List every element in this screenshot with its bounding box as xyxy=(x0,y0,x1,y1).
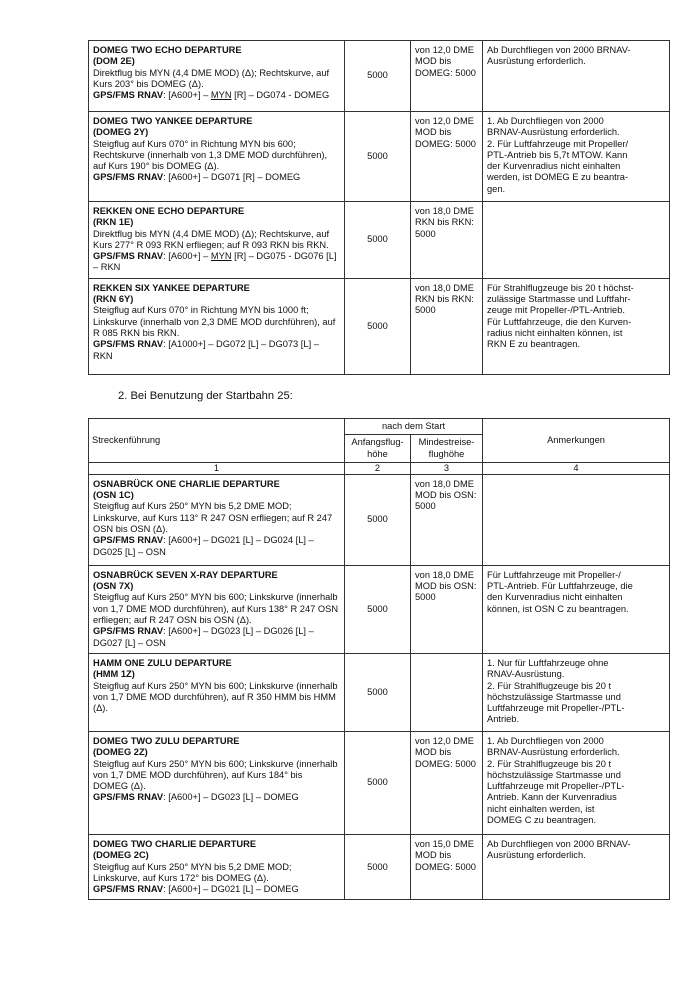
procedure-title: HAMM ONE ZULU DEPARTURE xyxy=(93,657,232,668)
rnav-text-post: [R] – DG074 - DOMEG xyxy=(231,90,330,101)
procedure-code: (RKN 1E) xyxy=(93,217,134,228)
col-number: 2 xyxy=(345,462,411,474)
procedure-title: DOMEG TWO ECHO DEPARTURE xyxy=(93,45,242,55)
remarks: 1. Ab Durchfliegen von 2000 BRNAV-Ausrüstung erforderlich. 2. Für Strahlflugzeuge bis 20 t höchstzulässige Startmasse und Luftfahrzeuge mit Propeller-/PTL- Antrieb. Kann der Kurvenradius nicht einhalten werden, ist DOMEG C zu beantragen. xyxy=(483,731,670,834)
min-altitude: von 12,0 DME MOD bis DOMEG: 5000 xyxy=(411,731,483,834)
initial-altitude: 5000 xyxy=(345,278,411,374)
procedure-code: (RKN 6Y) xyxy=(93,294,134,305)
table-row xyxy=(89,565,670,653)
rnav-text: : [A600+] – DG023 [L] – DOMEG xyxy=(163,792,299,803)
procedure-title: OSNABRÜCK ONE CHARLIE DEPARTURE xyxy=(93,478,280,489)
rnav-line xyxy=(93,535,314,556)
initial-altitude: 5000 xyxy=(345,834,411,899)
procedure-code: (DOMEG 2C) xyxy=(93,850,149,861)
rnav-line xyxy=(93,792,299,802)
header-row xyxy=(89,419,670,435)
table-row xyxy=(89,653,670,731)
rnav-line xyxy=(93,884,299,894)
initial-altitude: 5000 xyxy=(345,41,411,112)
rnav-text-post: [R] – DG075 - DG076 [L] – RKN xyxy=(93,251,337,273)
rnav-label: GPS/FMS RNAV xyxy=(93,535,164,546)
min-altitude: von 18,0 DME RKN bis RKN: 5000 xyxy=(411,202,483,279)
procedure-title: OSNABRÜCK SEVEN X-RAY DEPARTURE xyxy=(93,569,278,580)
route-cell xyxy=(89,112,345,202)
procedure-code: (HMM 1Z) xyxy=(93,669,135,680)
rnav-underlined: MYN xyxy=(210,251,232,262)
col-header-route: Streckenführung xyxy=(89,419,345,463)
route-cell xyxy=(89,41,345,112)
min-altitude: von 18,0 DME RKN bis RKN: 5000 xyxy=(411,278,483,374)
rnav-label: GPS/FMS RNAV xyxy=(93,884,164,895)
route-cell xyxy=(89,278,345,374)
rnav-text: : [A600+] – DG023 [L] – DG026 [L] – DG027 [L] – OSN xyxy=(93,626,314,648)
route-cell xyxy=(89,474,345,565)
route-cell xyxy=(89,565,345,653)
rnav-line xyxy=(93,90,329,100)
procedure-description: Direktflug bis MYN (4,4 DME MOD) (Δ); Rechtskurve, auf Kurs 203° bis DOMEG (Δ). xyxy=(93,67,330,89)
table-row xyxy=(89,278,670,374)
route-cell xyxy=(89,202,345,279)
initial-altitude: 5000 xyxy=(345,474,411,565)
initial-altitude: 5000 xyxy=(345,653,411,731)
rnav-text: : [A600+] – xyxy=(163,251,211,262)
rnav-label: GPS/FMS RNAV xyxy=(93,339,164,350)
procedure-description: Direktflug bis MYN (4,4 DME MOD) (Δ); Rechtskurve, auf Kurs 277° R 093 RKN erfliegen; auf R 093 RKN bis RKN. xyxy=(93,228,330,250)
procedure-code: (DOMEG 2Y) xyxy=(93,127,149,138)
col-number: 3 xyxy=(411,462,483,474)
min-altitude xyxy=(411,653,483,731)
rnav-label: GPS/FMS RNAV xyxy=(93,792,164,803)
remarks xyxy=(483,474,670,565)
procedure-code: (DOMEG 2Z) xyxy=(93,747,148,758)
table-row xyxy=(89,112,670,202)
procedure-description: Steigflug auf Kurs 250° MYN bis 600; Linkskurve (innerhalb von 1,7 DME MOD durchführen), auf R 350 HMM bis HMM (Δ). xyxy=(93,680,338,714)
table-row xyxy=(89,834,670,899)
min-altitude: von 15,0 DME MOD bis DOMEG: 5000 xyxy=(411,834,483,899)
section-heading: 2. Bei Benutzung der Startbahn 25: xyxy=(118,390,293,402)
rnav-underlined: MYN xyxy=(210,90,232,101)
procedure-code: (OSN 1C) xyxy=(93,490,134,501)
rnav-line xyxy=(93,339,319,360)
route-cell xyxy=(89,834,345,899)
remarks: Für Strahlflugzeuge bis 20 t höchst- zulässige Startmasse und Luftfahr- zeuge mit Propeller-/PTL-Antrieb. Für Luftfahrzeuge, die den Kurven- radius nicht einhalten können, ist RKN E zu beantragen. xyxy=(483,278,670,374)
initial-altitude: 5000 xyxy=(345,565,411,653)
procedure-description: Steigflug auf Kurs 250° MYN bis 5,2 DME MOD; Linkskurve, auf Kurs 172° bis DOMEG (Δ). xyxy=(93,861,292,883)
procedure-description: Steigflug auf Kurs 250° MYN bis 600; Linkskurve (innerhalb von 1,7 DME MOD durchführen), auf Kurs 138° R 247 OSN erfliegen; auf R 247 OSN bis OSN (Δ). xyxy=(93,592,339,626)
initial-altitude: 5000 xyxy=(345,112,411,202)
remarks: Ab Durchfliegen von 2000 BRNAV- Ausrüstung erforderlich. xyxy=(483,834,670,899)
table-row xyxy=(89,731,670,834)
column-numbers-row xyxy=(89,462,670,474)
remarks: Ab Durchfliegen von 2000 BRNAV- Ausrüstung erforderlich. xyxy=(483,41,670,112)
col-number: 1 xyxy=(89,462,345,474)
col-header-initial-altitude: Anfangsflug- höhe xyxy=(345,435,411,463)
procedure-title: REKKEN ONE ECHO DEPARTURE xyxy=(93,206,245,216)
procedure-description: Steigflug auf Kurs 250° MYN bis 600; Linkskurve (innerhalb von 1,7 DME MOD durchführen), auf Kurs 184° bis DOMEG (Δ). xyxy=(93,758,338,792)
rnav-label: GPS/FMS RNAV xyxy=(93,251,164,262)
rnav-line xyxy=(93,172,300,182)
table-row xyxy=(89,474,670,565)
rnav-label: GPS/FMS RNAV xyxy=(93,172,164,183)
procedure-title: REKKEN SIX YANKEE DEPARTURE xyxy=(93,282,250,293)
col-header-remarks: Anmerkungen xyxy=(483,419,670,463)
remarks: Für Luftfahrzeuge mit Propeller-/ PTL-Antrieb. Für Luftfahrzeuge, die den Kurvenradius nicht einhalten können, ist OSN C zu beantragen. xyxy=(483,565,670,653)
table-row xyxy=(89,41,670,112)
departures-table-2 xyxy=(88,418,670,900)
remarks xyxy=(483,202,670,279)
col-header-min-altitude: Mindestreise- flughöhe xyxy=(411,435,483,463)
procedure-description: Steigflug auf Kurs 250° MYN bis 5,2 DME MOD; Linkskurve, auf Kurs 113° R 247 OSN erfliegen; auf R 247 OSN bis OSN (Δ). xyxy=(93,501,333,535)
min-altitude: von 12,0 DME MOD bis DOMEG: 5000 xyxy=(411,41,483,112)
table-row xyxy=(89,202,670,279)
rnav-line xyxy=(93,251,336,272)
rnav-line xyxy=(93,626,314,647)
remarks: 1. Ab Durchfliegen von 2000 BRNAV-Ausrüstung erforderlich. 2. Für Luftfahrzeuge mit Propeller/ PTL-Antrieb bis 5,7t MTOW. Kann der Kurvenradius nicht einhalten werden, ist DOMEG E zu beantra- gen. xyxy=(483,112,670,202)
min-altitude: von 18,0 DME MOD bis OSN: 5000 xyxy=(411,474,483,565)
rnav-text: : [A600+] – DG021 [L] – DG024 [L] – DG025 [L] – OSN xyxy=(93,535,314,557)
rnav-text: : [A600+] – DG021 [L] – DOMEG xyxy=(163,884,299,895)
min-altitude: von 12,0 DME MOD bis DOMEG: 5000 xyxy=(411,112,483,202)
remarks: 1. Nur für Luftfahrzeuge ohne RNAV-Ausrüstung. 2. Für Strahlflugzeuge bis 20 t höchstzulässige Startmasse und Luftfahrzeuge mit Propeller-/PTL- Antrieb. xyxy=(483,653,670,731)
rnav-text: : [A600+] – DG071 [R] – DOMEG xyxy=(163,172,301,183)
col-number: 4 xyxy=(483,462,670,474)
min-altitude: von 18,0 DME MOD bis OSN: 5000 xyxy=(411,565,483,653)
procedure-title: DOMEG TWO ZULU DEPARTURE xyxy=(93,735,240,746)
procedure-title: DOMEG TWO CHARLIE DEPARTURE xyxy=(93,838,257,849)
rnav-text: : [A600+] – xyxy=(163,90,211,101)
departures-table-1 xyxy=(88,40,670,375)
rnav-label: GPS/FMS RNAV xyxy=(93,626,164,637)
procedure-code: (OSN 7X) xyxy=(93,581,134,592)
route-cell xyxy=(89,653,345,731)
rnav-label: GPS/FMS RNAV xyxy=(93,90,164,101)
rnav-text: : [A1000+] – DG072 [L] – DG073 [L] – RKN xyxy=(93,339,319,361)
procedure-description: Steigflug auf Kurs 070° in Richtung MYN bis 600; Rechtskurve (innerhalb von 1,3 DME MOD durchführen), auf Kurs 190° bis DOMEG (Δ). xyxy=(93,138,328,172)
initial-altitude: 5000 xyxy=(345,202,411,279)
initial-altitude: 5000 xyxy=(345,731,411,834)
procedure-description: Steigflug auf Kurs 070° in Richtung MYN bis 1000 ft; Linkskurve (innerhalb von 2,3 DME MOD durchführen), auf R 085 RKN bis RKN. xyxy=(93,305,336,338)
procedure-code: (DOM 2E) xyxy=(93,56,135,67)
col-header-after-start: nach dem Start xyxy=(345,419,483,435)
procedure-title: DOMEG TWO YANKEE DEPARTURE xyxy=(93,116,253,126)
route-cell xyxy=(89,731,345,834)
